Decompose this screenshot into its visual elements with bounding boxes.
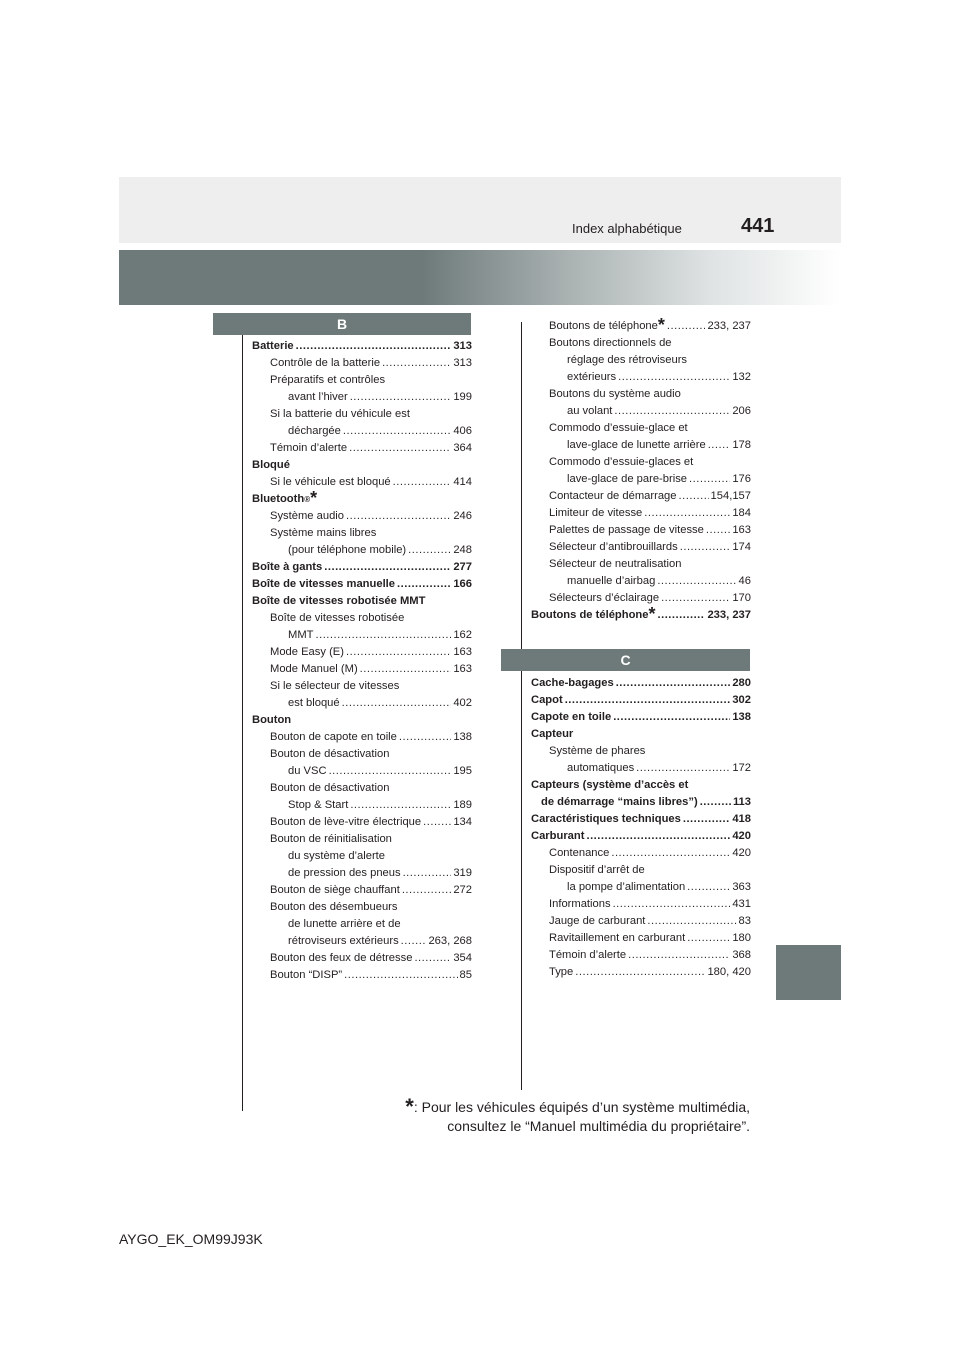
dot-leader	[402, 882, 452, 899]
index-entry-page: 246	[453, 510, 472, 522]
index-entry-text: lave-glace de lunette arrière	[567, 439, 706, 451]
index-entry-text: Bouton de lève-vitre électrique	[270, 816, 422, 828]
index-entry-text: Préparatifs et contrôles	[270, 374, 386, 386]
index-entry-page: 420	[732, 847, 751, 859]
index-entry	[531, 539, 751, 556]
index-entry	[531, 454, 751, 471]
index-entry	[252, 457, 472, 474]
index-entry-text: Boutons directionnels de	[549, 337, 672, 349]
index-entry-text: Contrôle de la batterie	[270, 357, 381, 369]
index-entry-text: Commodo d’essuie-glaces et	[549, 456, 694, 468]
index-entry-text: Boîte à gants	[252, 561, 323, 573]
dot-leader	[408, 542, 451, 559]
index-entry-page: 83	[738, 915, 751, 927]
index-entry-text: Bouton des feux de détresse	[270, 952, 413, 964]
dot-leader	[647, 913, 736, 930]
index-entry-page: 162	[453, 629, 472, 641]
index-entry-page: 248	[453, 544, 472, 556]
index-entry	[252, 933, 472, 950]
index-entry-text: Bouton de désactivation	[270, 782, 390, 794]
index-entry	[252, 916, 472, 933]
index-column-left	[252, 338, 472, 984]
footnote-line-1: : Pour les véhicules équipés d’un système multimédia,	[413, 1099, 750, 1115]
index-entry-text: lave-glace de pare-brise	[567, 473, 688, 485]
index-entry-page: 280	[732, 677, 751, 689]
index-entry	[531, 760, 751, 777]
dot-leader	[296, 338, 452, 355]
dot-leader	[613, 896, 731, 913]
index-entry-text: avant l’hiver	[288, 391, 348, 403]
footnote	[405, 1094, 750, 1136]
index-entry	[252, 440, 472, 457]
dot-leader	[644, 505, 730, 522]
index-entry-text: Capteur	[531, 728, 574, 740]
index-entry	[252, 474, 472, 491]
index-entry-page: 364	[453, 442, 472, 454]
index-entry-page: 180	[732, 932, 751, 944]
index-entry-text: Boutons de téléphone	[549, 320, 658, 332]
section-header-b: B	[213, 313, 471, 335]
index-entry	[531, 488, 751, 505]
dot-leader	[403, 865, 452, 882]
index-entry: Boutons de téléphone * ..... 233, 237	[531, 607, 751, 624]
index-entry-text: rétroviseurs extérieurs	[288, 935, 399, 947]
dot-leader	[667, 318, 706, 335]
dot-leader	[687, 930, 730, 947]
index-entry-page: 163	[453, 646, 472, 658]
index-entry: Bluetooth ® *	[252, 488, 318, 508]
dot-leader	[611, 845, 730, 862]
index-entry-text: Bouton de réinitialisation	[270, 833, 392, 845]
dot-leader	[397, 576, 451, 593]
index-entry-text: Bluetooth	[252, 493, 305, 505]
dot-leader	[346, 644, 451, 661]
index-entry: Boutons de téléphone * ..... 233, 237	[531, 318, 751, 335]
index-entry-page: 46	[738, 575, 751, 587]
index-entry	[252, 899, 472, 916]
index-entry-page: 354	[453, 952, 472, 964]
index-entry-text: extérieurs	[567, 371, 617, 383]
index-entry-page: 138	[453, 731, 472, 743]
index-entry	[531, 777, 751, 794]
index-entry	[531, 692, 751, 709]
index-entry	[531, 896, 751, 913]
index-entry	[531, 420, 751, 437]
index-entry-text: Bouton	[252, 714, 292, 726]
dot-leader	[616, 675, 731, 692]
index-entry-text: Type	[549, 966, 574, 978]
dot-leader	[344, 967, 457, 984]
index-entry	[252, 610, 472, 627]
index-entry-text: Caractéristiques techniques	[531, 813, 681, 825]
index-entry-text: Contenance	[549, 847, 610, 859]
index-entry	[531, 675, 751, 692]
index-entry-text: Contacteur de démarrage	[549, 490, 677, 502]
index-entry	[531, 726, 751, 743]
index-entry	[252, 848, 472, 865]
index-entry	[252, 559, 472, 576]
dot-leader	[628, 947, 730, 964]
index-entry-page: 313	[453, 340, 472, 352]
index-entry-page: 184	[732, 507, 751, 519]
dot-leader	[393, 474, 452, 491]
index-entry	[252, 780, 472, 797]
index-entry-page: 154,157	[710, 490, 751, 502]
index-entry	[252, 627, 472, 644]
index-entry-text: Si la batterie du véhicule est	[270, 408, 410, 420]
dot-leader	[708, 437, 731, 454]
index-entry	[531, 862, 751, 879]
dot-leader	[329, 763, 452, 780]
index-entry-text: de démarrage “mains libres”)	[541, 796, 698, 808]
index-entry	[252, 593, 472, 610]
dot-leader	[350, 389, 452, 406]
chapter-tab	[776, 945, 841, 1000]
index-entry	[252, 406, 472, 423]
index-entry-text: de pression des pneus	[288, 867, 401, 879]
index-entry-page: 138	[732, 711, 751, 723]
index-entry	[531, 743, 751, 760]
dot-leader	[315, 627, 451, 644]
index-entry-text: Témoin d’alerte	[270, 442, 348, 454]
index-entry-page: 166	[453, 578, 472, 590]
dot-leader	[414, 950, 451, 967]
index-entry	[252, 678, 472, 695]
index-entry	[252, 831, 472, 848]
index-entry-text: Stop & Start	[288, 799, 349, 811]
index-entry-text: Boîte de vitesses robotisée MMT	[252, 595, 426, 607]
index-entry-text: Capote en toile	[531, 711, 612, 723]
index-entry-page: 414	[453, 476, 472, 488]
index-entry-text: au volant	[567, 405, 613, 417]
index-entry-page: 406	[453, 425, 472, 437]
index-entry	[531, 386, 751, 403]
dot-leader	[680, 539, 731, 556]
column-divider-rule	[521, 322, 522, 1090]
index-entry	[531, 913, 751, 930]
index-entry-text: Commodo d’essuie-glace et	[549, 422, 688, 434]
index-entry-text: du VSC	[288, 765, 327, 777]
index-entry-text: Capteurs (système d’accès et	[531, 779, 689, 791]
index-entry-page: 363	[732, 881, 751, 893]
index-entry-text: Sélecteurs d’éclairage	[549, 592, 660, 604]
left-margin-rule	[242, 322, 243, 1111]
index-entry-text: Boutons de téléphone	[531, 609, 649, 621]
dot-leader	[565, 692, 731, 709]
page-number: 441	[741, 215, 775, 237]
index-entry	[252, 865, 472, 882]
index-entry-text: Capot	[531, 694, 563, 706]
dot-leader	[399, 729, 451, 746]
index-entry-text: Sélecteur d’antibrouillards	[549, 541, 678, 553]
index-entry-page: 189	[453, 799, 472, 811]
index-entry-page: 233, 237	[707, 320, 751, 332]
dot-leader	[346, 508, 451, 525]
index-entry	[531, 930, 751, 947]
index-entry-page: 113	[732, 796, 751, 808]
index-entry-text: Bouton de désactivation	[270, 748, 390, 760]
index-entry	[252, 967, 472, 984]
index-entry	[531, 794, 751, 811]
index-entry	[252, 525, 472, 542]
footnote-asterisk: *	[405, 1094, 414, 1119]
index-entry-text: Boutons du système audio	[549, 388, 681, 400]
index-entry-page: 431	[732, 898, 751, 910]
index-entry-text: Si le véhicule est bloqué	[270, 476, 391, 488]
index-entry-page: 418	[732, 813, 751, 825]
index-entry-page: 180, 420	[707, 966, 751, 978]
index-entry	[252, 661, 472, 678]
gradient-banner	[119, 250, 841, 305]
dot-leader	[679, 488, 709, 505]
index-entry-text: la pompe d’alimentation	[567, 881, 686, 893]
index-entry-page: 402	[453, 697, 472, 709]
dot-leader	[683, 811, 730, 828]
index-entry-text: Palettes de passage de vitesse	[549, 524, 704, 536]
index-entry-text: Ravitaillement en carburant	[549, 932, 686, 944]
index-entry-text: Boîte de vitesses robotisée	[270, 612, 405, 624]
index-entry-page: 206	[732, 405, 751, 417]
index-entry-page: 134	[453, 816, 472, 828]
index-entry-text: Bouton “DISP”	[270, 969, 343, 981]
index-entry-text: manuelle d’airbag	[567, 575, 656, 587]
document-code: AYGO_EK_OM99J93K	[119, 1231, 263, 1247]
index-entry	[531, 369, 751, 386]
index-entry-text: Système audio	[270, 510, 345, 522]
index-entry	[252, 746, 472, 763]
dot-leader	[324, 559, 451, 576]
index-entry	[531, 335, 751, 352]
index-entry	[252, 712, 472, 729]
index-entry	[531, 522, 751, 539]
index-entry-text: Témoin d’alerte	[549, 949, 627, 961]
dot-leader	[618, 369, 730, 386]
index-entry-text: Mode Easy (E)	[270, 646, 344, 658]
index-entry	[531, 947, 751, 964]
index-entry-text: du système d’alerte	[288, 850, 386, 862]
dot-leader	[342, 695, 452, 712]
index-entry-page: 199	[453, 391, 472, 403]
index-entry	[531, 879, 751, 896]
index-entry	[252, 644, 472, 661]
dot-leader	[636, 760, 730, 777]
index-entry	[531, 352, 751, 369]
index-entry-page: 174	[732, 541, 751, 553]
index-entry-text: Bouton de capote en toile	[270, 731, 397, 743]
dot-leader	[349, 440, 451, 457]
index-entry	[531, 573, 751, 590]
index-entry-text: Batterie	[252, 340, 294, 352]
dot-leader	[360, 661, 452, 678]
dot-leader	[689, 471, 730, 488]
index-column-right-b	[531, 315, 751, 624]
dot-leader	[423, 814, 451, 831]
dot-leader	[382, 355, 451, 372]
index-entry-text: est bloqué	[288, 697, 340, 709]
dot-leader	[657, 573, 736, 590]
dot-leader	[575, 964, 705, 981]
index-entry-page: 233, 237	[707, 609, 751, 621]
index-entry-text: Bouton des désembueurs	[270, 901, 398, 913]
index-entry	[531, 505, 751, 522]
index-entry-text: de lunette arrière et de	[288, 918, 401, 930]
index-entry-text: automatiques	[567, 762, 635, 774]
index-entry-text: Limiteur de vitesse	[549, 507, 643, 519]
dot-leader	[613, 709, 730, 726]
dot-leader	[614, 403, 730, 420]
index-entry-page: 420	[732, 830, 751, 842]
dot-leader	[586, 828, 730, 845]
index-entry-text: Informations	[549, 898, 611, 910]
index-entry	[531, 403, 751, 420]
index-entry-text: déchargée	[288, 425, 341, 437]
index-entry-text: Cache-bagages	[531, 677, 614, 689]
header-band	[119, 177, 841, 243]
index-entry	[252, 355, 472, 372]
index-entry-page: 132	[732, 371, 751, 383]
index-entry	[252, 797, 472, 814]
dot-leader	[661, 590, 730, 607]
index-entry-page: 172	[732, 762, 751, 774]
index-entry	[531, 590, 751, 607]
index-entry	[252, 423, 472, 440]
index-entry	[531, 828, 751, 845]
index-entry-text: Bloqué	[252, 459, 290, 471]
index-entry-text: Carburant	[531, 830, 585, 842]
index-entry	[531, 811, 751, 828]
index-entry-text: Système mains libres	[270, 527, 377, 539]
index-entry-page: 170	[732, 592, 751, 604]
index-entry-text: Sélecteur de neutralisation	[549, 558, 682, 570]
index-entry	[252, 372, 472, 389]
index-entry-page: 178	[732, 439, 751, 451]
index-entry-page: 163	[732, 524, 751, 536]
index-entry	[252, 882, 472, 899]
index-entry	[252, 508, 472, 525]
index-entry	[531, 471, 751, 488]
section-header-c: C	[501, 649, 750, 671]
index-entry-page: 85	[459, 969, 472, 981]
index-entry	[252, 763, 472, 780]
dot-leader	[350, 797, 451, 814]
dot-leader	[687, 879, 730, 896]
index-column-right-c	[531, 675, 751, 981]
dot-leader	[706, 522, 730, 539]
index-entry-text: Mode Manuel (M)	[270, 663, 358, 675]
index-entry-page: 163	[453, 663, 472, 675]
index-entry	[252, 695, 472, 712]
index-entry-page: 313	[453, 357, 472, 369]
index-entry-text: réglage des rétroviseurs	[567, 354, 688, 366]
index-entry	[531, 964, 751, 981]
dot-leader	[401, 933, 427, 950]
index-entry	[252, 338, 472, 355]
index-entry-text: Dispositif d’arrêt de	[549, 864, 645, 876]
index-entry-text: Système de phares	[549, 745, 646, 757]
dot-leader	[700, 794, 731, 811]
index-entry	[252, 814, 472, 831]
index-entry-text: MMT	[288, 629, 314, 641]
index-entry-text: Si le sélecteur de vitesses	[270, 680, 400, 692]
dot-leader	[657, 607, 705, 624]
index-entry	[531, 709, 751, 726]
index-entry	[531, 556, 751, 573]
index-entry-page: 277	[453, 561, 472, 573]
header-title: Index alphabétique	[572, 221, 682, 236]
index-entry-text: Boîte de vitesses manuelle	[252, 578, 396, 590]
index-entry-page: 302	[732, 694, 751, 706]
index-entry	[252, 729, 472, 746]
index-entry-page: 263, 268	[428, 935, 472, 947]
index-entry-text: Bouton de siège chauffant	[270, 884, 400, 896]
index-entry-page: 368	[732, 949, 751, 961]
dot-leader	[343, 423, 451, 440]
index-entry	[252, 576, 472, 593]
index-entry	[252, 950, 472, 967]
footnote-line-2: consultez le “Manuel multimédia du propriétaire”.	[447, 1118, 750, 1134]
index-entry-text: Jauge de carburant	[549, 915, 646, 927]
index-entry-page: 195	[453, 765, 472, 777]
index-entry	[252, 389, 472, 406]
index-entry-page: 272	[453, 884, 472, 896]
index-entry-text: (pour téléphone mobile)	[288, 544, 407, 556]
index-entry	[252, 542, 472, 559]
index-entry-page: 319	[453, 867, 472, 879]
index-entry	[531, 437, 751, 454]
index-entry-page: 176	[732, 473, 751, 485]
index-entry	[531, 845, 751, 862]
